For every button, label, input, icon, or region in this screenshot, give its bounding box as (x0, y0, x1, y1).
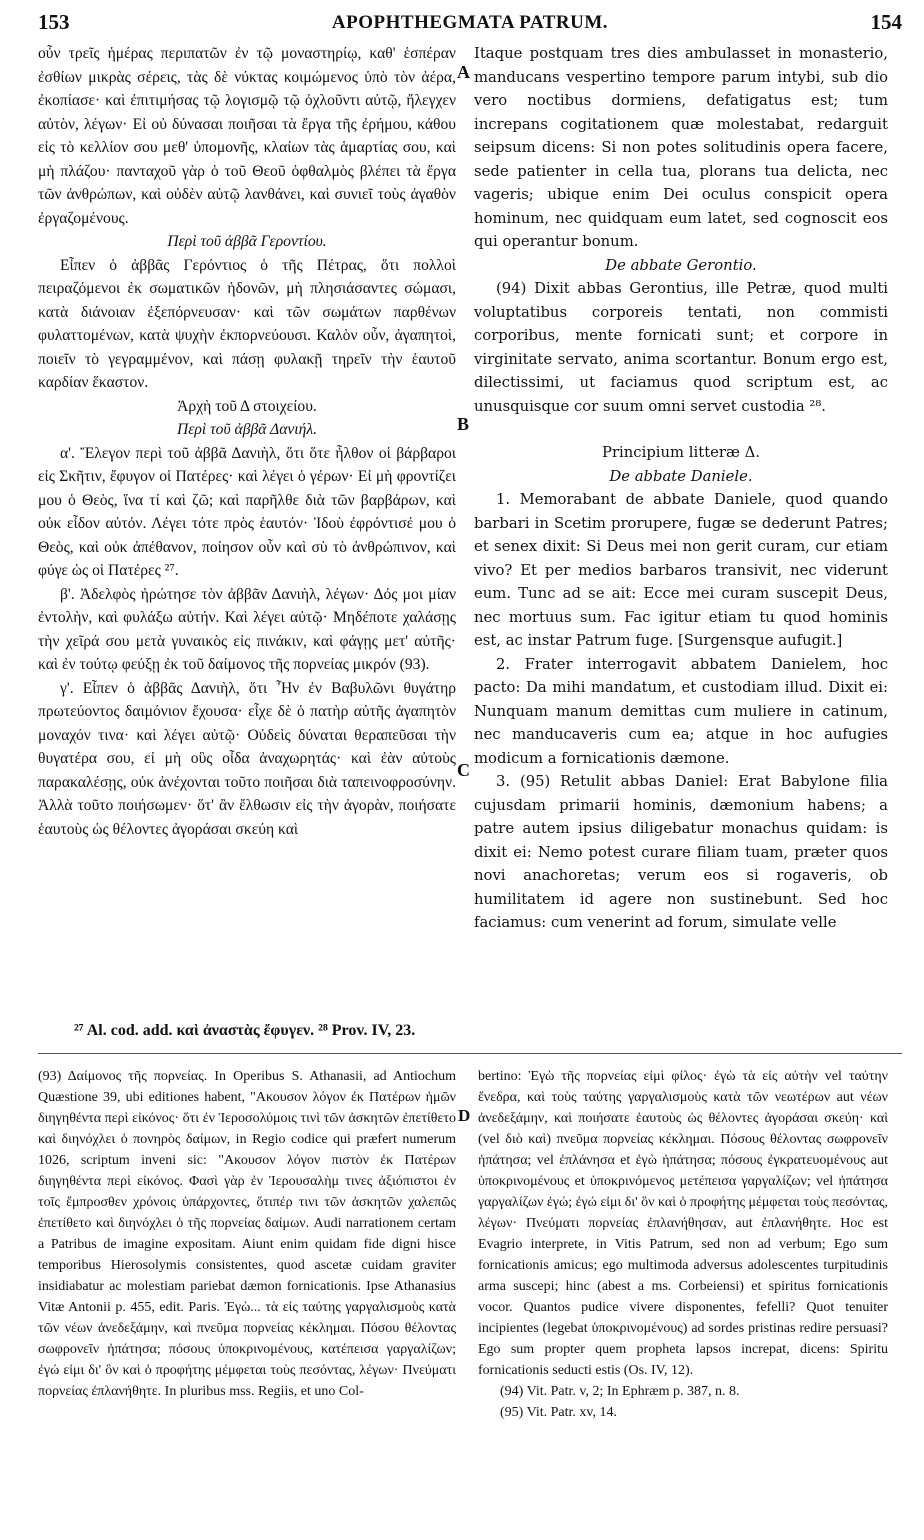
greek-paragraph: α'. Ἔλεγον περὶ τοῦ ἀββᾶ Δανιὴλ, ὅτι ὅτε ἦλθον οἱ βάρβαροι εἰς Σκῆτιν, ἔφυγον οἱ Πατέρες· καὶ λέγει ὁ γέρων· Εἰ μὴ φροντίζει μου ὁ Θεὸς, ἵνα τί καὶ ζῶ; καὶ παρῆλθε διὰ τῶν βαρβάρων, καὶ οὐκ εἶδον αὐτόν. Λέγει τότε πρὸς ἑαυτόν· Ἰδοὺ ἐφρόντισέ μου ὁ Θεὸς, καὶ οὐκ ἀπέθανον, ποίησον οὖν καὶ σὺ τὸ ἀνθρώπινον, καὶ φύγε ὡς οἱ Πατέρες ²⁷. (38, 444, 456, 579)
greek-paragraph: β'. Ἀδελφὸς ἠρώτησε τὸν ἀββᾶν Δανιὴλ, λέγων· Δός μοι μίαν ἐντολὴν, καὶ φυλάξω αὐτήν. Καὶ λέγει αὐτῷ· Μηδέποτε χαλάσῃς τὴν χεῖρά σου μετὰ γυναικὸς εἰς πινάκιν, καὶ φάγῃς μετ' αὐτῆς· καὶ ἐν τούτῳ φεύξῃ ἐκ τοῦ δαίμονος τῆς πορνείας μικρόν (93). (38, 585, 456, 673)
margin-letter-a: A (457, 62, 470, 82)
latin-paragraph: Itaque postquam tres dies ambulasset in monasterio, manducans vespertino tempore parum intybi, sub dio vero noctibus dormiens, defatigatus est; tum increpans cogitationem quæ molestabat, redarguit seipsum dicens: Si non potes solitudinis opera facere, sede patienter in cella tua, plorans tua delicta, nec vageris; ubique enim Dei oculus conspicit opera hominum, nec quidquam eum latet, sed cognoscit eos qui operantur bonum. (474, 45, 888, 250)
note-text: bertino: Ἐγὼ τῆς πορνείας εἰμὶ φίλος· ἐγὼ τὰ εἰς αὐτὴν vel ταύτην ἔνεδρα, καὶ τοὺς ταύτης γαργαλισμοὺς κατὰ τῶν νεωτέρων aut νέων ἀνεδεξάμην, καὶ ποιήσατε ἑαυτοὺς ὡς θέλοντες ἀγοράσαι σκεύη· καὶ (vel διὸ καὶ) πνεῦμα πορνείας κέκλημαι. Πόσους θέλοντας σωφρονεῖν ἠπάτησα; vel ἐπλάνησα et ἐγὼ ἠπάτησα; πόσους ἐγκρατευομένους aut ὑποκρινομένους et ὑποκρινόμενος μετέπεισα γαργαλίζων; vel ἠπάτησα γαργαλίζων ἐγώ; ἐγώ εἰμι δι' ὃν καὶ ὁ προφήτης μέμφεται τοὺς πεσόντας, λέγων· Πνεύματι πορνείας ἐπλανήθησαν, aut ἐπλανήθητε. Hoc est Evagrio interprete, in Vitis Patrum, sed non ad verbum; Ego sum fornicationis amicus; ego multimoda adversus adolescentes turpitudinis arma suscepi; hinc (abest a ms. Corbeiensi) et spiritus fornicationis vocor. Quantos pudice vivere disponentes, fefelli? Quot tenuiter incipientes (legebat ὑποκρινομένους) ad sordes pristinas redire persuasi? Ego sum propter quem propheta lapsos increpat, dicens: Spiritu fornicationis seducti estis (Os. IV, 12). (478, 1069, 888, 1378)
margin-letter-c: C (457, 760, 470, 780)
greek-section-heading: Περὶ τοῦ ἀββᾶ Γεροντίου. (167, 233, 327, 250)
margin-letter-d: D (458, 1106, 471, 1125)
divider (38, 1053, 902, 1054)
greek-section-heading: Περὶ τοῦ ἀββᾶ Δανιήλ. (176, 421, 318, 438)
greek-column (38, 42, 456, 841)
notes-right-column (478, 1066, 888, 1423)
note-text: (93) Δαίμονος τῆς πορνείας. In Operibus S. Athanasii, ad Antiochum Quæstione 39, ubi editiones habent, "Ακουσον λόγον ἐκ Πατέρων ἡμῶν διηγηθέντα περὶ εἰκόνος· ὅτι ἐν Ἱεροσολύμοις τινὶ τῶν ἀσκητῶν ἐπετίθετο καὶ διηνόχλει ὁ πονηρὸς δαίμων, in Regio codice qui præfert numerum 1026, scriptum inveni sic: "Ακουσον λόγον πιστὸν ἐκ Πατέρων διηγηθέντα περὶ εἰκόνος. Φασὶ γὰρ ἐν Ἱερουσαλὴμ τινες ἀξιόπιστοι ἐν τοῖς ἔμπροσθεν χρόνοις ὑπάρχοντες, ὅτιπέρ τινι τῶν ἀσκητῶν χαλεπῶς ἐπετίθετο καὶ διηνόχλει ὁ τῆς πορνείας δαίμων. Audi narrationem certam a Patribus de imagine expositam. Aiunt enim quidam fide digni hisce temporibus Hierosolymis consistentes, quod ascetæ cuidam graviter insidiabatur ac molestiam pariebat dæmon fornicationis. Ipse Athanasius Vitæ Antonii p. 455, edit. Paris. Ἐγὼ... τὰ εἰς ταύτης γαργαλισμοὺς κατὰ τῶν νέων ἀνεδεξάμην, καὶ πνεῦμα πορνείας κέκλημαι. Πόσου θέλοντας σωφρονεῖν ἠπάτησα; πόσους ὑποκρινομένους, κατέπεισα γαργαλίζων; ἐγώ εἰμι δι' ὃν καὶ ὁ προφήτης μέμφεται τοὺς πεσόντας, λέγων· Πνεύματι πορνείας ἐπλανήθητε. In pluribus mss. Regiis, et uno Col- (38, 1069, 456, 1399)
note-reference: (95) Vit. Patr. xv, 14. (500, 1405, 617, 1420)
latin-paragraph: 3. (95) Retulit abbas Daniel: Erat Babylone filia cujusdam primarii hominis, dæmonium habens; a patre autem ipsius diligebatur monachus quidam: is dixit ei: Nemo potest curare filiam tuam, præter quos novi anachoretas; verum eos si rogaveris, ob humilitatem id agere non sustinebunt. Sed hoc faciamus: cum venerint ad forum, simulate velle (474, 773, 888, 931)
latin-paragraph: 2. Frater interrogavit abbatem Danielem, hoc pacto: Da mihi mandatum, et custodiam illud. Dixit ei: Nunquam manum demittas cum muliere in catinum, nec manducaveris cum ea; atque in hoc aufugies modicum a fornicationis dæmone. (474, 655, 888, 767)
margin-letter-b: B (457, 414, 470, 434)
running-title: APOPHTHEGMATA PATRUM. (331, 12, 609, 33)
greek-section-heading: Ἀρχὴ τοῦ Δ στοιχείου. (177, 397, 317, 415)
greek-paragraph: Εἶπεν ὁ ἀββᾶς Γερόντιος ὁ τῆς Πέτρας, ὅτι πολλοὶ πειραζόμενοι ἐκ σωματικῶν ἡδονῶν, μὴ πλησιάσαντες σώμασι, κατὰ διάνοιαν ἐξεπόρνευσαν· καὶ τῶν σωμάτων παρθένων φυλαττομένων, κατὰ ψυχὴν ἐκπορνεύουσι. Καλὸν οὖν, ἀγαπητοὶ, ποιεῖν τὸ γεγραμμένον, καὶ πάσῃ φυλακῇ τηρεῖν τὴν ἑαυτοῦ καρδίαν ἕκαστον. (38, 256, 456, 391)
latin-section-heading: De abbate Gerontio. (605, 256, 757, 274)
note-reference: (94) Vit. Patr. v, 2; In Ephræm p. 387, n. 8. (500, 1384, 740, 1399)
latin-section-heading: Principium litteræ Δ. (602, 444, 760, 461)
greek-paragraph: οὖν τρεῖς ἡμέρας περιπατῶν ἐν τῷ μοναστηρίῳ, καθ' ἑσπέραν ἐσθίων μικρὰς σέρεις, τὰς δὲ νύκτας κοιμώμενος ὑπὸ τὸν ἀέρα, ἐκοπίασε· καὶ ἐπιτιμήσας τῷ λογισμῷ τῷ ὀχλοῦντι αὐτῷ, ἤλεγχεν αὐτὸν, λέγων· Εἰ οὐ δύνασαι ποιῆσαι τὰ ἔργα τῆς ἐρήμου, κάθου εἰς τὸ κελλίον σου μεθ' ὑπομονῆς, κλαίων τὰς ἁμαρτίας σου, καὶ μὴ πλάζου· πανταχοῦ γὰρ ὁ τοῦ Θεοῦ ὀφθαλμὸς βλέπει τὰ ἔργα τῶν ἀνθρώπων, καὶ οὐδὲν αὐτῷ λανθάνει, καὶ συνιεῖ τοὺς ἀγαθὸν ἐργαζομένους. (38, 45, 456, 227)
page-header (38, 10, 902, 40)
notes-left-column (38, 1066, 456, 1402)
latin-column (474, 42, 888, 935)
greek-paragraph: γ'. Εἶπεν ὁ ἀββᾶς Δανιὴλ, ὅτι Ἦν ἐν Βαβυλῶνι θυγάτηρ πρωτεύοντος δαιμόνιον ἔχουσα· εἶχε δὲ ὁ πατὴρ αὐτῆς ἀγαπητὸν μοναχόν τινα· καὶ λέγει αὐτῷ· Οὐδεὶς δύναται θεραπεῦσαι τὴν θυγατέρα σου, εἰ μὴ οὓς οἶδα ἀναχωρητάς· καὶ ἐὰν αὐτοὺς παρακαλέσῃς, οὐκ ἀνέχονται τοῦτο ποιῆσαι διὰ ταπεινοφροσύνην. Ἀλλὰ τοῦτο ποιήσωμεν· ὅτ' ἂν ἔλθωσιν εἰς τὴν ἀγορὰν, ποιήσατε ἑαυτοὺς ὡς θέλοντες ἀγοράσαι σκεύη καὶ (38, 679, 456, 838)
latin-paragraph: 1. Memorabant de abbate Daniele, quod quando barbari in Scetim prorupere, fugæ se dederunt Patres; et senex dixit: Si Deus mei non gerit curam, cur etiam vivo? Et per medios barbaros transivit, nec viderunt eum. Tunc ad se ait: Ecce mei curam suscepit Deus, nec mortuus sum. Fac igitur etiam tu quod hominis est, ac instar Patrum fuge. [Surgensque aufugit.] (474, 491, 888, 649)
page-number-right: 154 (870, 10, 902, 34)
page-number-left: 153 (38, 10, 70, 34)
latin-paragraph: (94) Dixit abbas Gerontius, ille Petræ, quod multi voluptatibus corporeis tentati, non commisti corporibus, mente fornicati sunt; et corpore in virginitate servato, anima scortantur. Bonum ergo est, dilectissimi, ut faciamus quod scriptum est, ac unusquisque cor suum omni servet custodia ²⁸. (474, 280, 888, 415)
latin-section-heading: De abbate Daniele. (609, 467, 753, 485)
footnote-line: ²⁷ Al. cod. add. καὶ ἀναστὰς ἔφυγεν. ²⁸ Prov. IV, 23. (74, 1022, 416, 1039)
